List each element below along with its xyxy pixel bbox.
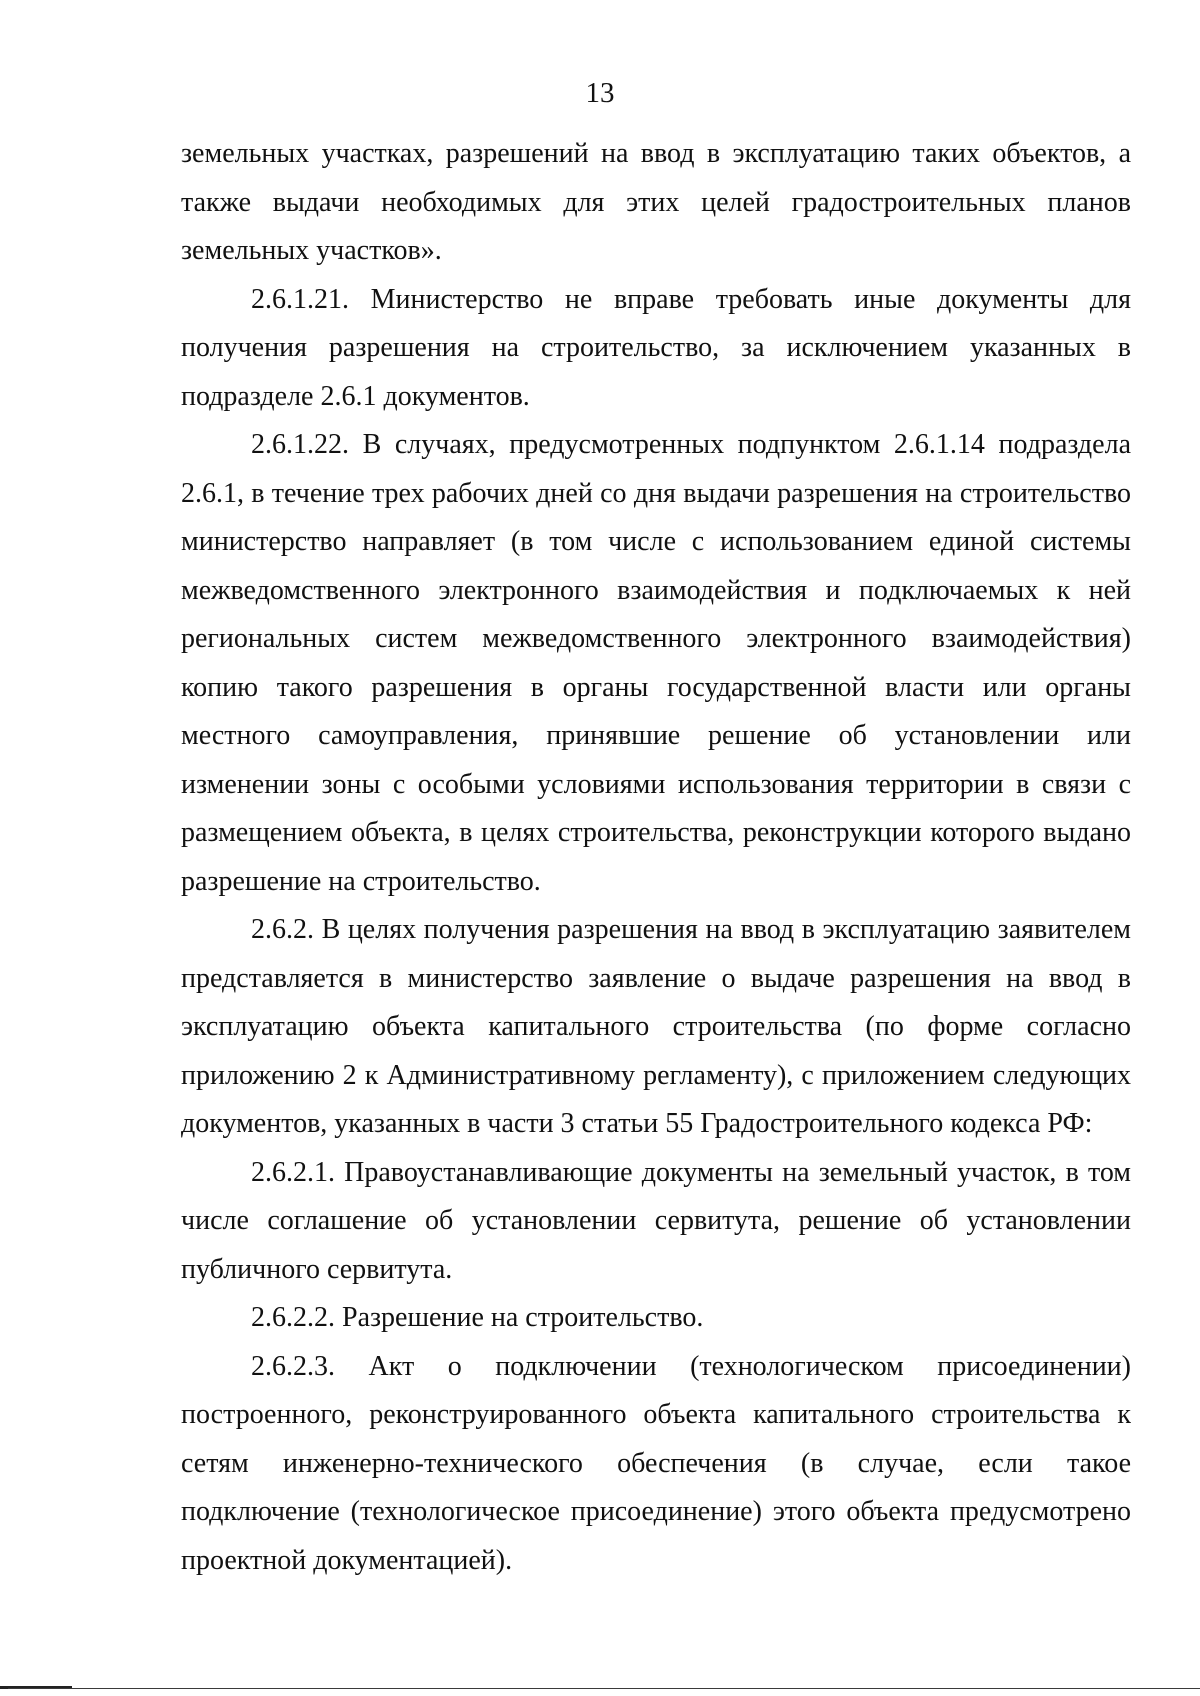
paragraph-2-6-2-1: 2.6.2.1. Правоустанавливающие документы на земельный участок, в том числе соглашение об установлении сервитута, решение об установлении публичного сервитута. — [181, 1156, 1131, 1285]
scan-bottom-line — [8, 1688, 1200, 1689]
paragraph-2-6-2-2: 2.6.2.2. Разрешение на строительство. — [251, 1302, 704, 1333]
paragraph-continuation: земельных участках, разрешений на ввод в эксплуатацию таких объектов, а также выдачи необходимых для этих целей градостроительных планов земельных участков». — [181, 138, 1131, 266]
paragraph-2-6-2: 2.6.2. В целях получения разрешения на ввод в эксплуатацию заявителем представляется в министерство заявление о выдаче разрешения на ввод в эксплуатацию объекта капитального строительства (по форме согласно приложению 2 к Административному регламенту), с приложением следующих документов, указанных в части 3 статьи 55 Градостроительного кодекса РФ: — [181, 914, 1131, 1139]
paragraph-2-6-2-3: 2.6.2.3. Акт о подключении (технологическом присоединении) построенного, реконструированного объекта капитального строительства к сетям инженерно-технического обеспечения (в случае, если такое подключение (технологическое присоединение) этого объекта предусмотрено проектной документацией). — [181, 1350, 1131, 1576]
page-number: 13 — [585, 77, 615, 109]
document-body — [181, 130, 1131, 1585]
paragraph-2-6-1-22: 2.6.1.22. В случаях, предусмотренных подпунктом 2.6.1.14 подраздела 2.6.1, в течение трех рабочих дней со дня выдачи разрешения на строительство министерство направляет (в том числе с использованием единой системы межведомственного электронного взаимодействия и подключаемых к ней региональных систем межведомственного электронного взаимодействия) копию такого разрешения в органы государственной власти или органы местного самоуправления, принявшие решение об установлении или изменении зоны с особыми условиями использования территории в связи с размещением объекта, в целях строительства, реконструкции которого выдано разрешение на строительство. — [181, 429, 1131, 897]
paragraph-2-6-1-21: 2.6.1.21. Министерство не вправе требовать иные документы для получения разрешения на строительство, за исключением указанных в подразделе 2.6.1 документов. — [181, 283, 1131, 412]
